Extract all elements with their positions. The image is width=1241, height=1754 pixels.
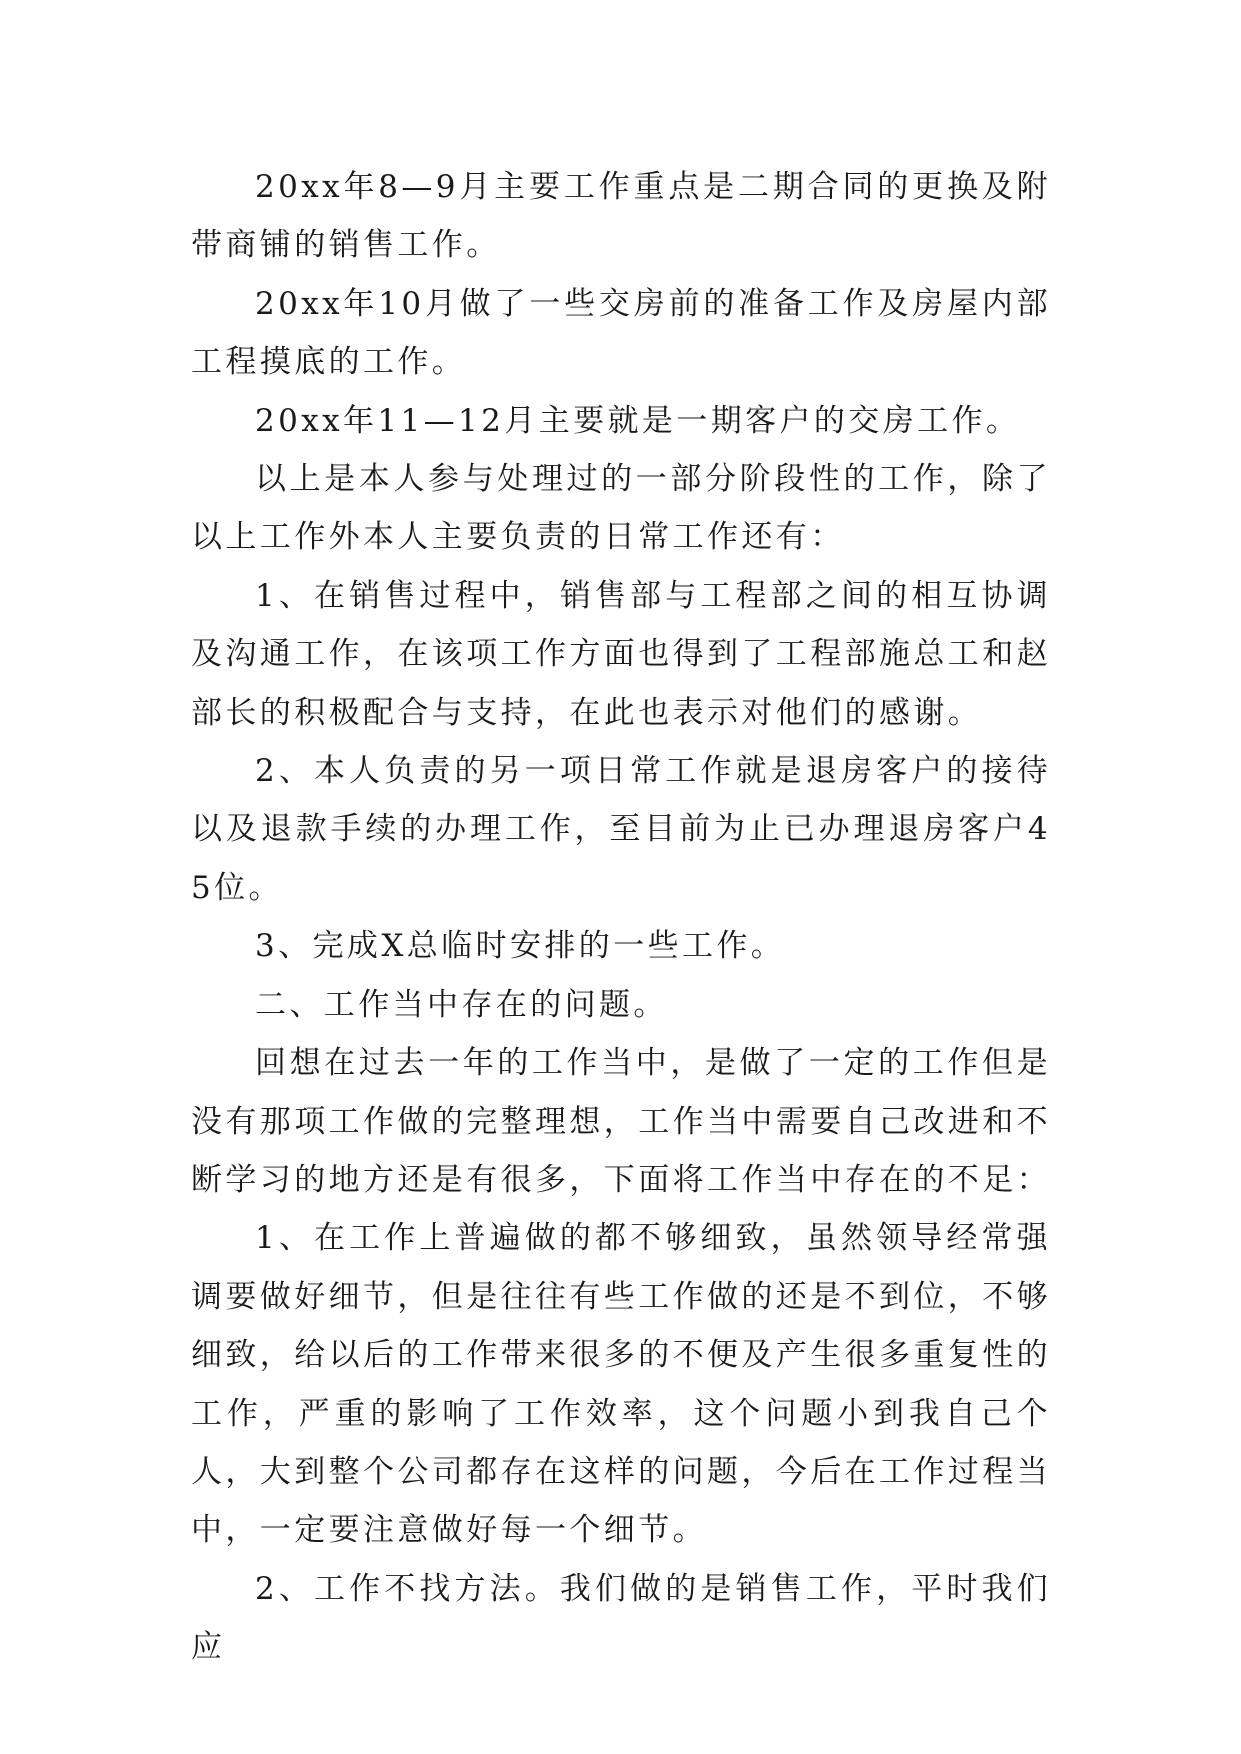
paragraph: 1、在工作上普遍做的都不够细致，虽然领导经常强调要做好细节，但是往往有些工作做的还是不到位，不够细致，给以后的工作带来很多的不便及产生很多重复性的工作，严重的影响了工作效率，这个问题小到我自己个人，大到整个公司都存在这样的问题，今后在工作过程当中，一定要注意做好每一个细节。 — [191, 1220, 1051, 1549]
document-body — [191, 158, 1051, 1677]
paragraph: 2、工作不找方法。我们做的是销售工作，平时我们应 — [191, 1570, 1051, 1666]
paragraph: 3、完成X总临时安排的一些工作。 — [255, 928, 786, 965]
paragraph: 20xx年10月做了一些交房前的准备工作及房屋内部工程摸底的工作。 — [191, 285, 1051, 381]
paragraph: 20xx年11—12月主要就是一期客户的交房工作。 — [255, 402, 1021, 439]
paragraph: 2、本人负责的另一项日常工作就是退房客户的接待以及退款手续的办理工作，至目前为止已办理退房客户45位。 — [191, 753, 1051, 906]
section-heading: 二、工作当中存在的问题。 — [255, 986, 668, 1023]
paragraph: 20xx年8—9月主要工作重点是二期合同的更换及附带商铺的销售工作。 — [191, 169, 1051, 264]
paragraph: 1、在销售过程中，销售部与工程部之间的相互协调及沟通工作，在该项工作方面也得到了工程部施总工和赵部长的积极配合与支持，在此也表示对他们的感谢。 — [191, 577, 1051, 731]
paragraph: 以上是本人参与处理过的一部分阶段性的工作，除了以上工作外本人主要负责的日常工作还有： — [191, 461, 1051, 556]
paragraph: 回想在过去一年的工作当中，是做了一定的工作但是没有那项工作做的完整理想，工作当中需要自己改进和不断学习的地方还是有很多，下面将工作当中存在的不足： — [191, 1045, 1051, 1198]
